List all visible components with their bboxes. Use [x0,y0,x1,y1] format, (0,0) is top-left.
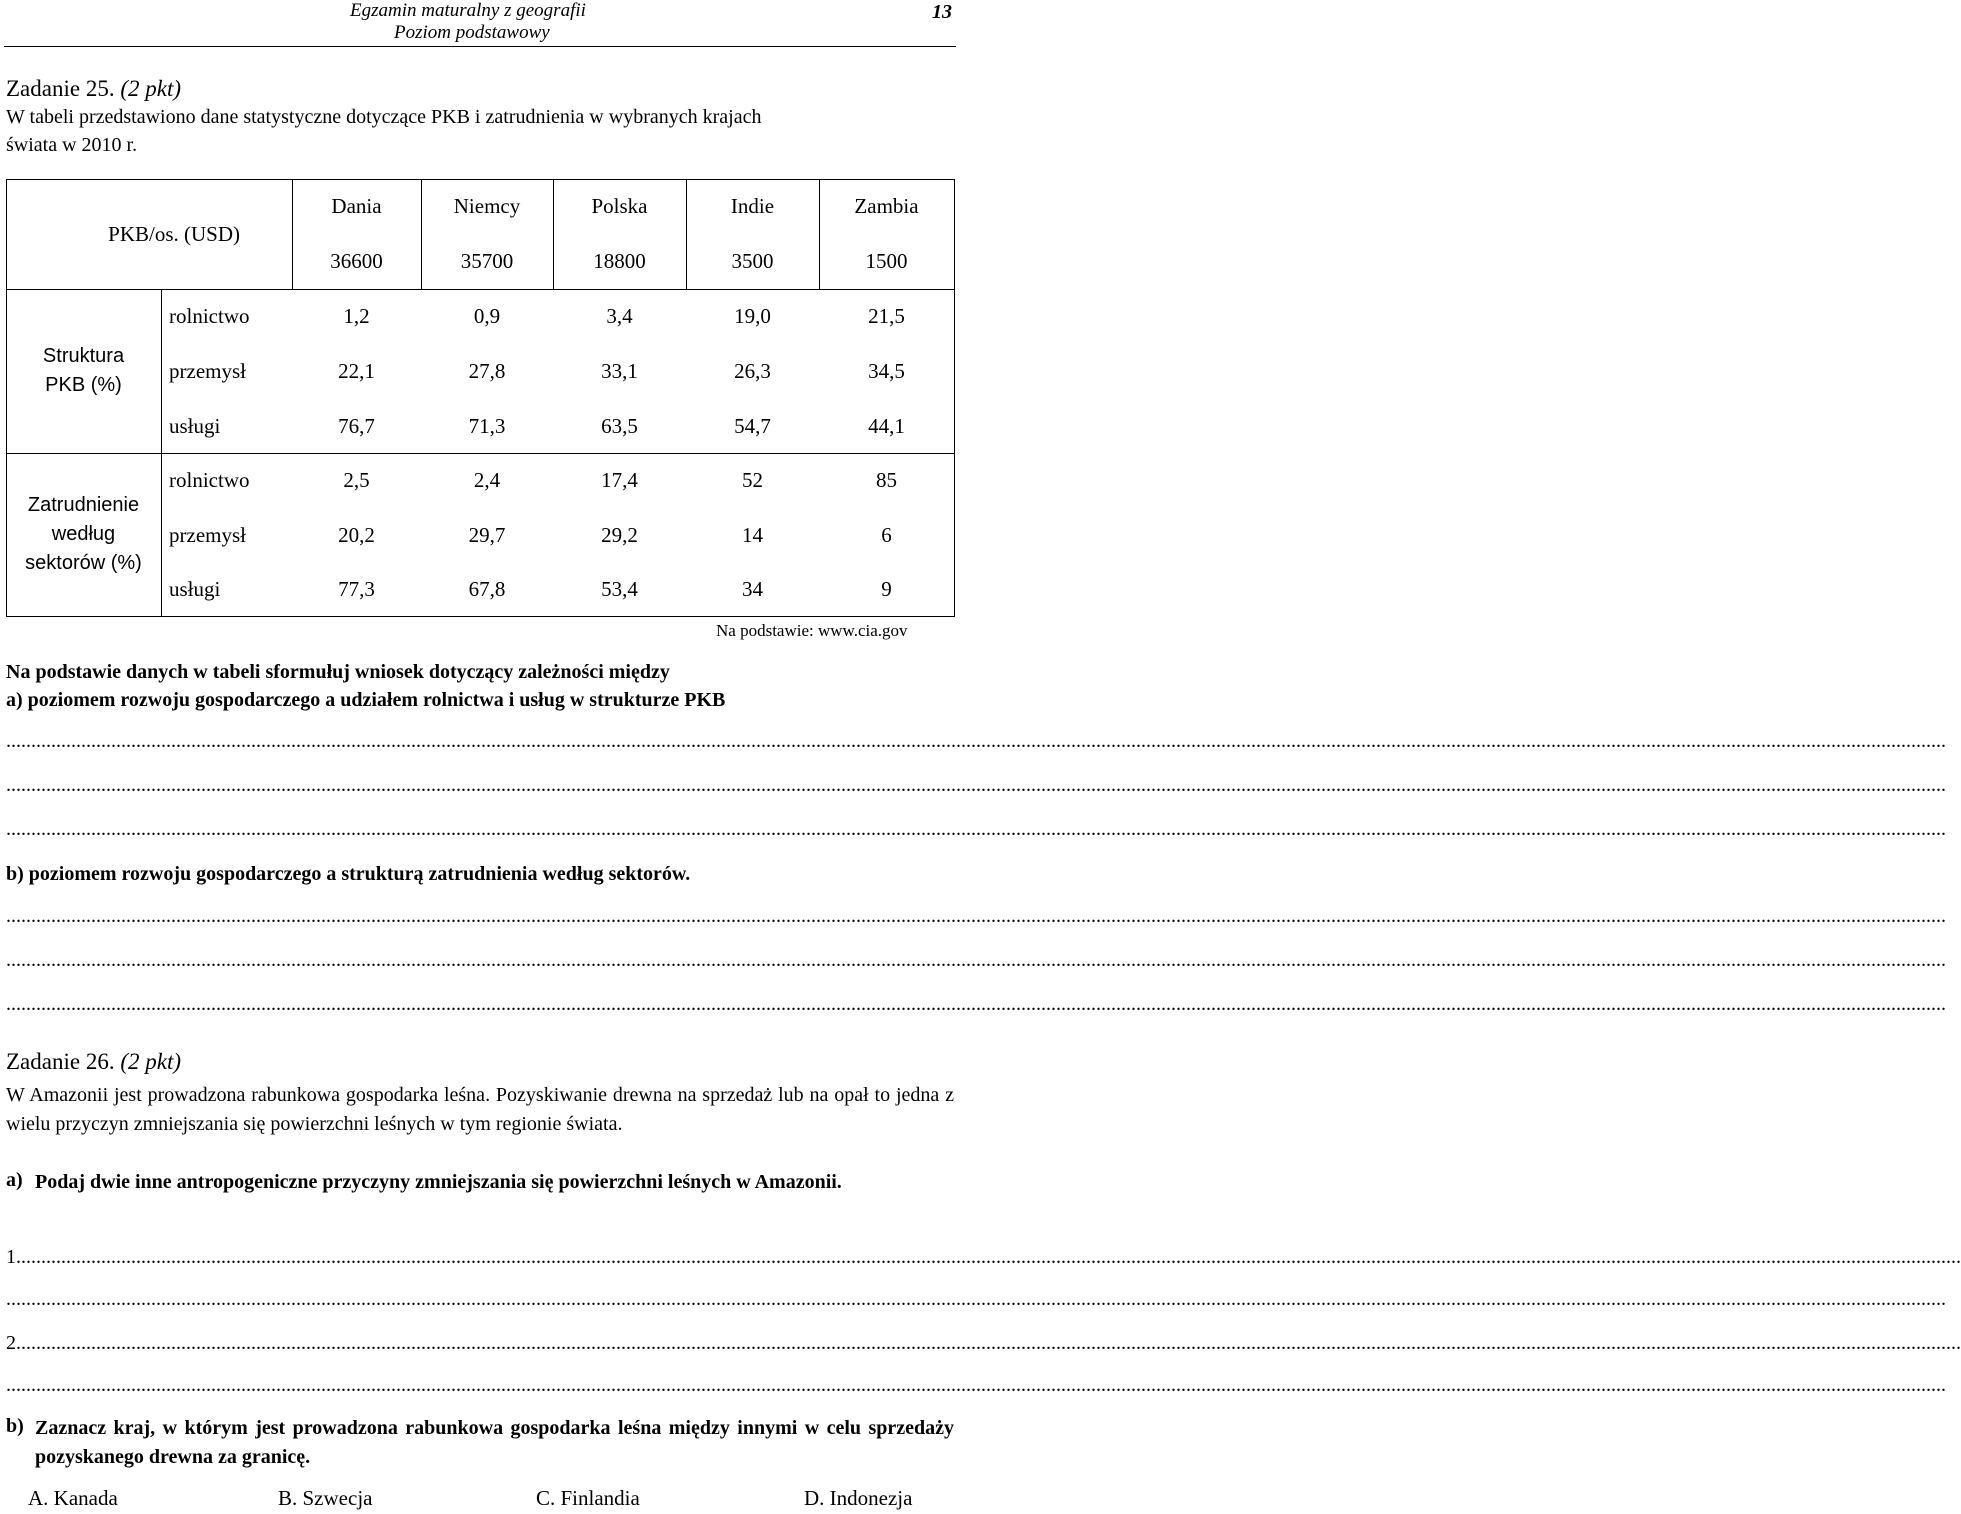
gdp-per-capita-label: PKB/os. (USD) [108,221,240,246]
table-cell: 34 [742,577,763,601]
sector-label: usługi [169,577,221,601]
gdp-table [6,179,955,617]
answer-1-dots: .................................................................................................................................................................................................................................................................................................................................................................................................... [21,1246,1961,1268]
table-cell: 17,4 [601,468,638,492]
gdp-value: 18800 [593,249,646,273]
sector-label: rolnictwo [169,468,250,492]
task25-intro-line1: W tabeli przedstawiono dane statystyczne dotyczące PKB i zatrudnienia w wybranych krajach [6,106,762,128]
table-cell: 29,7 [468,523,506,547]
sector-label: rolnictwo [169,304,250,328]
country-header: Polska [591,194,648,218]
table-cell: 34,5 [868,359,905,383]
answer-line[interactable]: .................................................................................................................................................................................................................................................................................................................................................................................................... [6,730,1946,752]
table-cell: 21,5 [868,304,905,328]
task26-part-b-label: b) [6,1415,24,1437]
answer-2-label: 2. [6,1332,21,1354]
sector-label: przemysł [169,523,246,547]
table-cell: 33,1 [601,359,638,383]
group-label-gdp-structure [6,289,161,453]
table-cell: 29,2 [601,523,638,547]
answer-line[interactable]: .................................................................................................................................................................................................................................................................................................................................................................................................... [6,1288,1946,1310]
task26-part-b-text: Zaznacz kraj, w którym jest prowadzona rabunkowa gospodarka leśna między innymi w celu sprzedaży pozyskanego drewna za granicę. [35,1417,954,1468]
option-b[interactable]: B. Szwecja [278,1486,373,1510]
answer-line-2[interactable] [6,1330,1961,1356]
answer-line[interactable]: .................................................................................................................................................................................................................................................................................................................................................................................................... [6,905,1946,927]
table-cell: 19,0 [734,304,771,328]
answer-line[interactable]: .................................................................................................................................................................................................................................................................................................................................................................................................... [6,993,1946,1015]
gdp-value: 36600 [330,249,383,273]
task25-title [6,76,181,102]
header-divider [4,46,956,47]
table-cell: 20,2 [338,523,375,547]
table-line-group-label [161,289,162,617]
page-number: 13 [932,1,952,23]
task26-part-a-text: Podaj dwie inne antropogeniczne przyczyny zmniejszania się powierzchni leśnych w Amazonii. [35,1171,842,1193]
answer-line[interactable]: .................................................................................................................................................................................................................................................................................................................................................................................................... [6,774,1946,796]
country-header: Niemcy [453,194,521,218]
table-cell: 14 [742,523,763,547]
task26-points: (2 pkt) [120,1049,181,1074]
table-cell: 63,5 [601,413,638,438]
gdp-value: 3500 [731,249,774,273]
task25-points: (2 pkt) [120,76,181,101]
table-border-bottom [6,616,955,617]
country-header: Zambia [854,194,919,218]
answer-line-1[interactable] [6,1244,1961,1270]
table-cell: 67,8 [468,577,506,601]
answer-line[interactable]: .................................................................................................................................................................................................................................................................................................................................................................................................... [6,1374,1946,1396]
table-source: Na podstawie: www.cia.gov [716,621,908,640]
task25-instruction: Na podstawie danych w tabeli sformułuj wniosek dotyczący zależności między [6,661,670,683]
table-cell: 9 [881,577,892,601]
group-label-line: sektorów (%) [25,552,142,574]
answer-line[interactable]: .................................................................................................................................................................................................................................................................................................................................................................................................... [6,818,1946,840]
answer-line[interactable]: .................................................................................................................................................................................................................................................................................................................................................................................................... [6,949,1946,971]
task26-title [6,1049,181,1075]
group-label-line: Zatrudnienie [27,494,140,516]
task26-intro: W Amazonii jest prowadzona rabunkowa gospodarka leśna. Pozyskiwanie drewna na sprzedaż lub na opał to jedna z wielu przyczyn zmniejszania się powierzchni leśnych w tym regionie świata. [6,1084,954,1135]
option-a[interactable]: A. Kanada [28,1486,118,1510]
table-cell: 6 [881,523,892,547]
sector-label: przemysł [169,359,246,383]
task25-part-a: a) poziomem rozwoju gospodarczego a udziałem rolnictwa i usług w strukturze PKB [6,689,726,711]
gdp-value: 1500 [865,249,908,273]
country-header: Indie [730,194,775,218]
group-label-employment [6,453,161,616]
table-cell: 22,1 [338,359,375,383]
task26-number: Zadanie 26. [6,1049,115,1074]
table-cell: 27,8 [468,359,506,383]
exam-level: Poziom podstawowy [394,22,550,43]
table-cell: 2,5 [343,468,370,492]
option-c[interactable]: C. Finlandia [536,1486,640,1510]
group-label-line: według [51,523,116,545]
sector-label: usługi [169,413,221,438]
task25-number: Zadanie 25. [6,76,115,101]
table-cell: 71,3 [468,413,506,438]
table-cell: 85 [876,468,897,492]
group-label-line: PKB (%) [45,374,122,396]
table-cell: 2,4 [473,468,501,492]
table-cell: 44,1 [868,413,905,438]
table-cell: 26,3 [734,359,771,383]
table-cell: 1,2 [343,304,370,328]
country-header: Dania [331,194,382,218]
table-border-right [954,179,955,617]
exam-title: Egzamin maturalny z geografii [350,0,586,21]
table-cell: 77,3 [338,577,375,601]
gdp-value: 35700 [460,249,514,273]
task25-intro-line2: świata w 2010 r. [6,134,138,156]
answer-2-dots: .................................................................................................................................................................................................................................................................................................................................................................................................... [21,1332,1961,1354]
table-cell: 76,7 [338,413,375,438]
task25-part-b: b) poziomem rozwoju gospodarczego a strukturą zatrudnienia według sektorów. [6,863,691,885]
table-cell: 0,9 [473,304,501,328]
answer-1-label: 1. [6,1246,21,1268]
option-d[interactable]: D. Indonezja [804,1486,913,1510]
table-cell: 53,4 [601,577,638,601]
table-cell: 3,4 [606,304,633,328]
table-cell: 54,7 [734,413,771,438]
group-label-line: Struktura [42,345,125,367]
table-cell: 52 [742,468,763,492]
task26-part-a-label: a) [6,1169,23,1191]
